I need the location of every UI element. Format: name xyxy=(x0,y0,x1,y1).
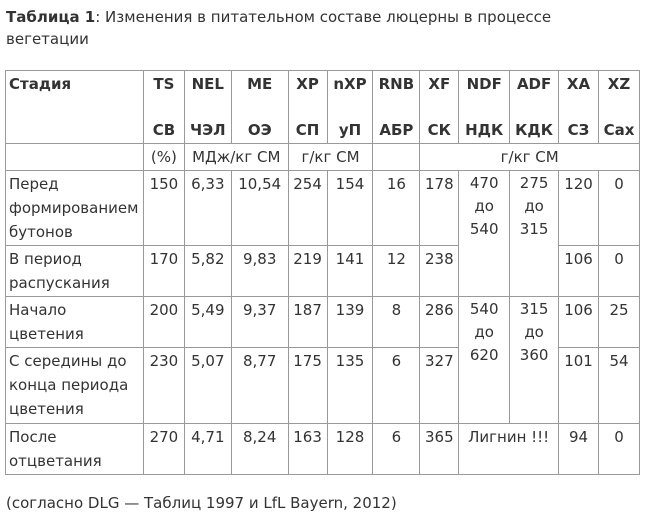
table-row xyxy=(6,297,640,348)
ts-cell: 270 xyxy=(143,424,184,475)
me-cell: 10,54 xyxy=(231,171,288,246)
xa-cell: 120 xyxy=(559,171,599,246)
xf-cell: 238 xyxy=(420,246,459,297)
lignin-note: Лигнин !!! xyxy=(459,424,559,475)
me-cell: 8,24 xyxy=(231,424,288,475)
xa-cell: 106 xyxy=(559,297,599,348)
header-rnb: RNB АБР xyxy=(373,71,420,144)
xp-cell: 187 xyxy=(288,297,327,348)
xp-cell: 175 xyxy=(288,348,327,424)
nxp-cell: 128 xyxy=(327,424,373,475)
header-ts: TS СВ xyxy=(143,71,184,144)
header-row xyxy=(6,71,640,144)
header-stage: Стадия xyxy=(6,71,144,144)
stage-cell: После отцветания xyxy=(6,424,144,475)
nel-cell: 5,82 xyxy=(184,246,231,297)
units-empty xyxy=(6,144,144,171)
xp-cell: 219 xyxy=(288,246,327,297)
header-nxp: nXP уП xyxy=(327,71,373,144)
units-row xyxy=(6,144,640,171)
units-fiber: г/кг СМ xyxy=(420,144,640,171)
me-cell: 8,77 xyxy=(231,348,288,424)
units-protein: г/кг СМ xyxy=(288,144,373,171)
xp-cell: 163 xyxy=(288,424,327,475)
header-xp: XP СП xyxy=(288,71,327,144)
units-rnb-empty xyxy=(373,144,420,171)
units-energy: МДж/кг СМ xyxy=(184,144,288,171)
adf-range-early: 275 до 315 xyxy=(510,171,559,297)
header-xz: XZ Сах xyxy=(598,71,639,144)
ts-cell: 150 xyxy=(143,171,184,246)
xz-cell: 0 xyxy=(598,171,639,246)
rnb-cell: 12 xyxy=(373,246,420,297)
xf-cell: 178 xyxy=(420,171,459,246)
nutrition-table xyxy=(5,70,640,475)
ts-cell: 200 xyxy=(143,297,184,348)
nel-cell: 5,49 xyxy=(184,297,231,348)
xf-cell: 286 xyxy=(420,297,459,348)
xa-cell: 94 xyxy=(559,424,599,475)
stage-cell: В период распускания xyxy=(6,246,144,297)
ndf-range-late: 540 до 620 xyxy=(459,297,510,424)
xa-cell: 101 xyxy=(559,348,599,424)
rnb-cell: 8 xyxy=(373,297,420,348)
rnb-cell: 16 xyxy=(373,171,420,246)
nel-cell: 5,07 xyxy=(184,348,231,424)
nxp-cell: 135 xyxy=(327,348,373,424)
caption-label: Таблица 1 xyxy=(6,8,96,26)
header-me: ME ОЭ xyxy=(231,71,288,144)
xp-cell: 254 xyxy=(288,171,327,246)
xz-cell: 54 xyxy=(598,348,639,424)
nel-cell: 4,71 xyxy=(184,424,231,475)
table-row xyxy=(6,424,640,475)
xz-cell: 25 xyxy=(598,297,639,348)
nxp-cell: 141 xyxy=(327,246,373,297)
header-xa: XA СЗ xyxy=(559,71,599,144)
header-adf: ADF КДК xyxy=(510,71,559,144)
header-ndf: NDF НДК xyxy=(459,71,510,144)
ndf-range-early: 470 до 540 xyxy=(459,171,510,297)
nxp-cell: 139 xyxy=(327,297,373,348)
table-row xyxy=(6,171,640,246)
nxp-cell: 154 xyxy=(327,171,373,246)
xa-cell: 106 xyxy=(559,246,599,297)
stage-cell: Перед формированием бутонов xyxy=(6,171,144,246)
nel-cell: 6,33 xyxy=(184,171,231,246)
stage-cell: С середины до конца периода цветения xyxy=(6,348,144,424)
xz-cell: 0 xyxy=(598,424,639,475)
ts-cell: 230 xyxy=(143,348,184,424)
rnb-cell: 6 xyxy=(373,348,420,424)
ts-cell: 170 xyxy=(143,246,184,297)
stage-cell: Начало цветения xyxy=(6,297,144,348)
caption-text: : Изменения в питательном составе люцерны в процессе вегетации xyxy=(6,8,552,48)
units-ts: (%) xyxy=(143,144,184,171)
adf-range-late: 315 до 360 xyxy=(510,297,559,424)
me-cell: 9,83 xyxy=(231,246,288,297)
xz-cell: 0 xyxy=(598,246,639,297)
xf-cell: 365 xyxy=(420,424,459,475)
rnb-cell: 6 xyxy=(373,424,420,475)
me-cell: 9,37 xyxy=(231,297,288,348)
header-xf: XF СК xyxy=(420,71,459,144)
source-note: (согласно DLG — Таблиц 1997 и LfL Bayern, 2012) xyxy=(6,494,397,512)
table-caption xyxy=(6,6,636,50)
xf-cell: 327 xyxy=(420,348,459,424)
header-nel: NEL ЧЭЛ xyxy=(184,71,231,144)
